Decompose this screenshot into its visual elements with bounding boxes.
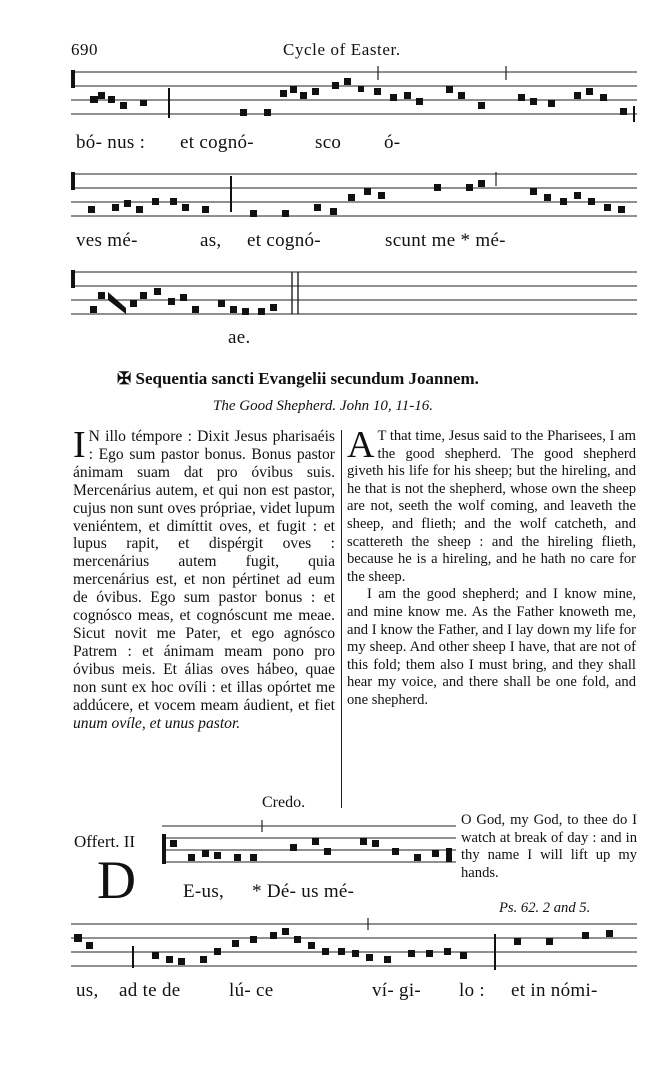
chant-staff-2 [68, 164, 640, 230]
lyric-syllable: ví- gi- [372, 980, 422, 1001]
latin-body: N illo témpore : Dixit Jesus pharisaéis : Ego sum pastor bonus. Bonus pastor ánimam suam dat pro óvibus suis. Mercenárius autem, et qui non est pastor, cujus non sunt oves própriae, videt lupum veniéntem, et dimíttit oves, et fugit : et lupus rapit, et dispérgit oves : mercenárius autem fugit, quia mercenárius est, et non pértinet ad eum de óvibus. Ego sum pastor bonus : et cognósco meas, et cognóscunt me meae. Sicut novit me Pater, et ego agnósco Patrem : et ánimam meam pono pro óvibus meis. Et álias oves hábeo, quae non sunt ex hoc ovíli : et illas opórtet me addúcere, et vocem meam áudient, et fiet [73, 428, 335, 714]
english-para-2: I am the good shepherd; and I know mine, and mine know me. As the Father knoweth me, and I know the Father, and I lay down my life for my sheep. And other sheep I have, that are not of this fold; them also I must bring, and they shall hear my voice, and there shall be one fold, and one shepherd. [347, 586, 636, 708]
lyric-syllable: et cognó- [180, 132, 254, 153]
offertory-english: O God, my God, to thee do I watch at break of day : and in thy name I will lift up my hands. [461, 812, 637, 881]
running-title: Cycle of Easter. [283, 40, 401, 59]
chant-staff-3 [68, 262, 640, 328]
lyric-syllable: us, [76, 980, 99, 1001]
lyric-syllable: ó- [384, 132, 401, 153]
lyric-syllable: ad te de [119, 980, 181, 1001]
psalm-reference: Ps. 62. 2 and 5. [499, 900, 591, 916]
lyric-syllable: * Dé- us mé- [252, 881, 355, 902]
lyric-syllable: E-us, [183, 881, 225, 902]
lyric-syllable: lo : [459, 980, 486, 1001]
chant-staff-5 [68, 914, 640, 980]
chant-staff-1 [68, 62, 640, 128]
sequence-title [117, 369, 479, 389]
latin-dropcap: I [73, 424, 86, 466]
english-gospel-text [347, 424, 636, 710]
lyric-syllable: sco [315, 132, 342, 153]
sequence-subtitle: The Good Shepherd. John 10, 11-16. [213, 398, 433, 414]
cross-icon: ✠ [117, 369, 132, 388]
lyric-syllable: et cognó- [247, 230, 321, 251]
offertory-label: Offert. II [74, 832, 136, 851]
column-divider [341, 430, 342, 808]
english-dropcap: A [347, 424, 375, 466]
lyric-syllable: ves mé- [76, 230, 138, 251]
page-number: 690 [71, 40, 98, 59]
credo-label: Credo. [262, 794, 306, 811]
lyric-syllable: ae. [228, 327, 251, 348]
english-para-1: T that time, Jesus said to the Pharisees, I am the good shepherd. The good shepherd giveth his life for his sheep; but the hireling, and he that is not the shepherd, whose own the sheep are not, seeth the wolf coming, and leaveth the sheep, and flieth; and the wolf catcheth, and scattereth the sheep : and the hireling flieth, because he is a hireling, and he hath no care for the sheep. [347, 428, 636, 585]
lyric-syllable: scunt me * mé- [385, 230, 506, 251]
lyric-syllable: et in nómi- [511, 980, 598, 1001]
lyric-syllable: bó- nus : [76, 132, 146, 153]
lyric-syllable: lú- ce [229, 980, 274, 1001]
lyric-syllable: as, [200, 230, 222, 251]
chant-staff-4 [160, 818, 458, 876]
latin-italic-end: unum ovíle, et unus pastor. [73, 714, 241, 732]
sequence-title-text: Sequentia sancti Evangelii secundum Joannem. [135, 369, 479, 388]
latin-gospel-text [73, 424, 335, 732]
offertory-initial: D [97, 850, 136, 910]
